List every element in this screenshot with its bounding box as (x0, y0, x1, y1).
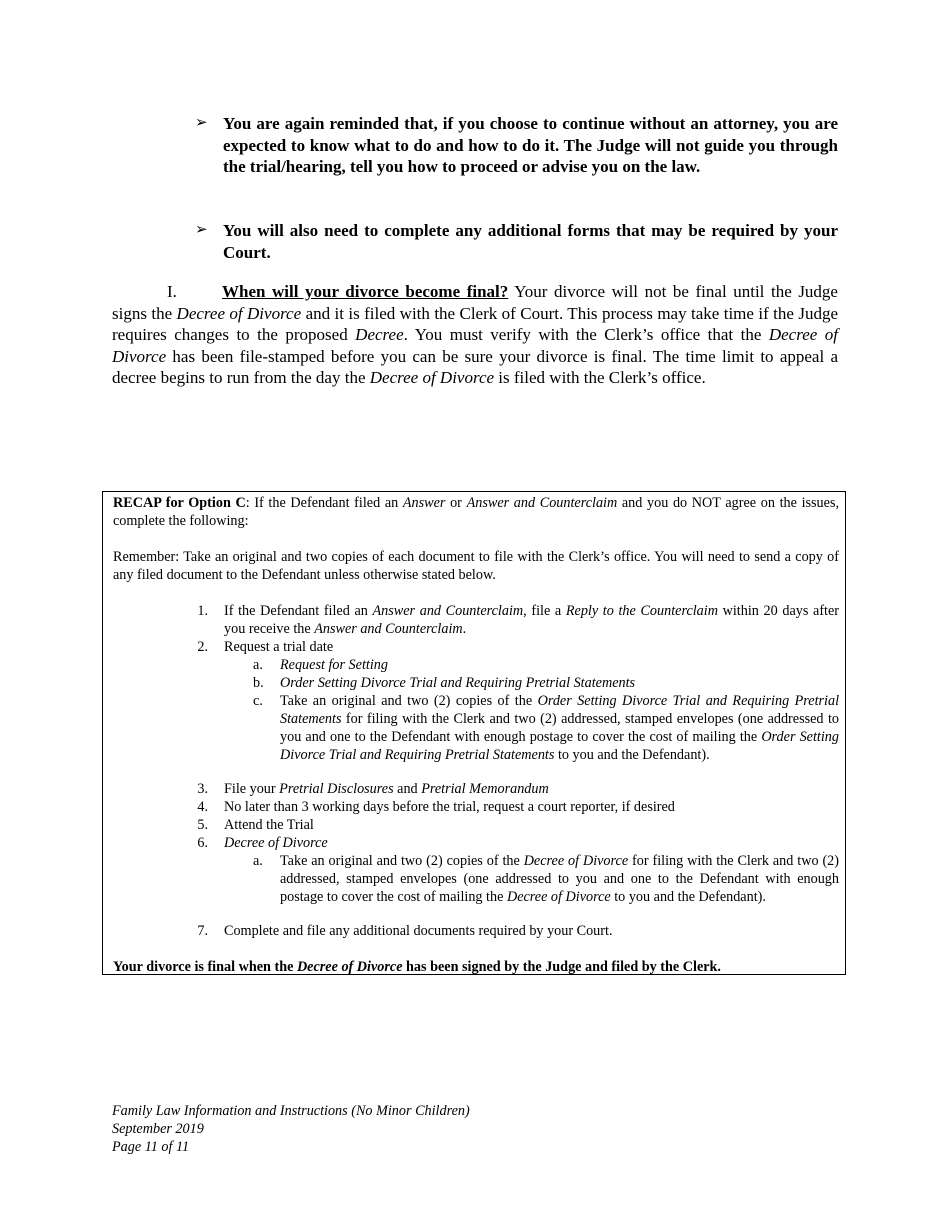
recap-text: and you do NOT agree on the issues, complete the following: (113, 495, 840, 529)
list-number: 5. (197, 817, 208, 833)
reminder-bullet (195, 113, 838, 178)
recap-title: RECAP for Option C (113, 495, 246, 511)
recap-box (102, 491, 846, 975)
recap-text: : If the Defendant filed an (245, 495, 403, 511)
sublist-letter: a. (253, 657, 263, 673)
item-text: within 20 days after you receive the (224, 603, 840, 637)
section-text-italic: Decree (355, 325, 404, 345)
item-text-italic: Answer and Counterclaim (372, 603, 524, 619)
list-item: Complete and file any additional documents required by your Court. (224, 923, 613, 939)
section-text-italic: Decree of Divorce (369, 368, 495, 388)
item-text: and (393, 781, 422, 797)
footer-page-number: Page 11 of 11 (112, 1139, 190, 1155)
list-number: 2. (197, 639, 208, 655)
list-number: 1. (197, 603, 208, 619)
item-text: , file a (523, 603, 566, 619)
item-text-italic: Order Setting Divorce Trial and Requiring Pretrial Statements (280, 675, 636, 691)
section-text: . You must verify with the Clerk’s office that the (403, 325, 769, 345)
item-text: for filing with the Clerk and two (2) addressed, stamped envelopes (one addressed to you and one to the Defendant with enough postage to cover the cost of mailing the (280, 711, 839, 745)
item-text-italic: Decree of Divorce (506, 889, 611, 905)
list-item: Request a trial date (224, 639, 334, 655)
item-text: . (462, 621, 467, 637)
recap-text: or (445, 495, 467, 511)
item-text: for filing with the Clerk and two (2) addressed, stamped envelopes (one addressed to you and one to the Defendant with enough postage to cover the cost of mailing the (280, 853, 839, 905)
recap-intro (113, 494, 839, 530)
section-text-italic: Decree of Divorce (112, 325, 838, 366)
sublist-item (280, 692, 839, 764)
item-text-italic: Order Setting Divorce Trial and Requiring Pretrial Statements (280, 729, 839, 763)
sublist-item (280, 852, 839, 906)
section-text: has been file-stamped before you can be sure your divorce is final. The time limit to appeal a decree begins to run from the day the (112, 346, 838, 388)
list-item: Attend the Trial (224, 817, 314, 833)
recap-text-italic: Answer and Counterclaim (466, 495, 618, 511)
item-text: to you and the Defendant). (554, 747, 710, 763)
list-number: 6. (197, 835, 208, 851)
arrow-bullet-icon: ➢ (195, 115, 208, 131)
item-text-italic: Decree of Divorce (523, 853, 629, 869)
list-number: 4. (197, 799, 208, 815)
list-item (224, 780, 839, 798)
item-text: Take an original and two (2) copies of the (280, 693, 538, 709)
additional-forms-text: You will also need to complete any additional forms that may be required by your Court. (223, 221, 838, 262)
item-text-italic: Decree of Divorce (224, 835, 328, 851)
list-item (224, 602, 839, 638)
final-text: has been signed by the Judge and filed by the Clerk. (402, 959, 721, 975)
section-text: and it is filed with the Clerk of Court. This process may take time if the Judge requires changes to the proposed (112, 303, 838, 345)
final-text: Your divorce is final when the (113, 959, 297, 975)
section-text: Your divorce will not be final until the Judge signs the (112, 282, 838, 323)
arrow-bullet-icon: ➢ (195, 222, 208, 238)
section-final-divorce (112, 281, 838, 389)
item-text: If the Defendant filed an (224, 603, 373, 619)
recap-remember: Remember: Take an original and two copies of each document to file with the Clerk’s office. You will need to send a copy of any filed document to the Defendant unless otherwise stated below. (113, 549, 839, 583)
reminder-text: You are again reminded that, if you choose to continue without an attorney, you are expected to know what to do and how to do it. The Judge will not guide you through the trial/hearing, tell you how to proceed or advise you on the law. (223, 114, 838, 176)
list-number: 7. (197, 923, 208, 939)
item-text: File your (224, 781, 280, 797)
sublist-item (280, 674, 839, 692)
recap-text-italic: Answer (402, 495, 446, 511)
section-text-italic: Decree of Divorce (176, 303, 302, 323)
sublist-letter: b. (253, 675, 264, 691)
item-text-italic: Order Setting Divorce Trial and Requiring Pretrial Statements (280, 693, 840, 727)
item-text-italic: Answer and Counterclaim (314, 621, 463, 637)
recap-final-statement (113, 958, 839, 976)
list-item (224, 834, 839, 852)
section-question: When will your divorce become final? (222, 282, 509, 301)
item-text: to you and the Defendant). (610, 889, 766, 905)
item-text-italic: Pretrial Disclosures (279, 781, 394, 797)
section-number: I. (167, 282, 177, 301)
page-footer (112, 1102, 470, 1156)
final-text-italic: Decree of Divorce (296, 959, 403, 975)
section-text: is filed with the Clerk’s office. (494, 368, 706, 388)
list-item: No later than 3 working days before the trial, request a court reporter, if desired (224, 799, 675, 815)
item-text-italic: Request for Setting (280, 657, 388, 673)
footer-title: Family Law Information and Instructions (No Minor Children) (112, 1103, 470, 1119)
item-text: Take an original and two (2) copies of the (280, 853, 524, 869)
sublist-letter: c. (253, 693, 263, 709)
item-text-italic: Pretrial Memorandum (421, 781, 549, 797)
additional-forms-bullet (195, 220, 838, 263)
sublist-letter: a. (253, 853, 263, 869)
footer-date: September 2019 (112, 1121, 204, 1137)
item-text-italic: Reply to the Counterclaim (565, 603, 718, 619)
sublist-item (280, 656, 839, 674)
list-number: 3. (197, 781, 208, 797)
